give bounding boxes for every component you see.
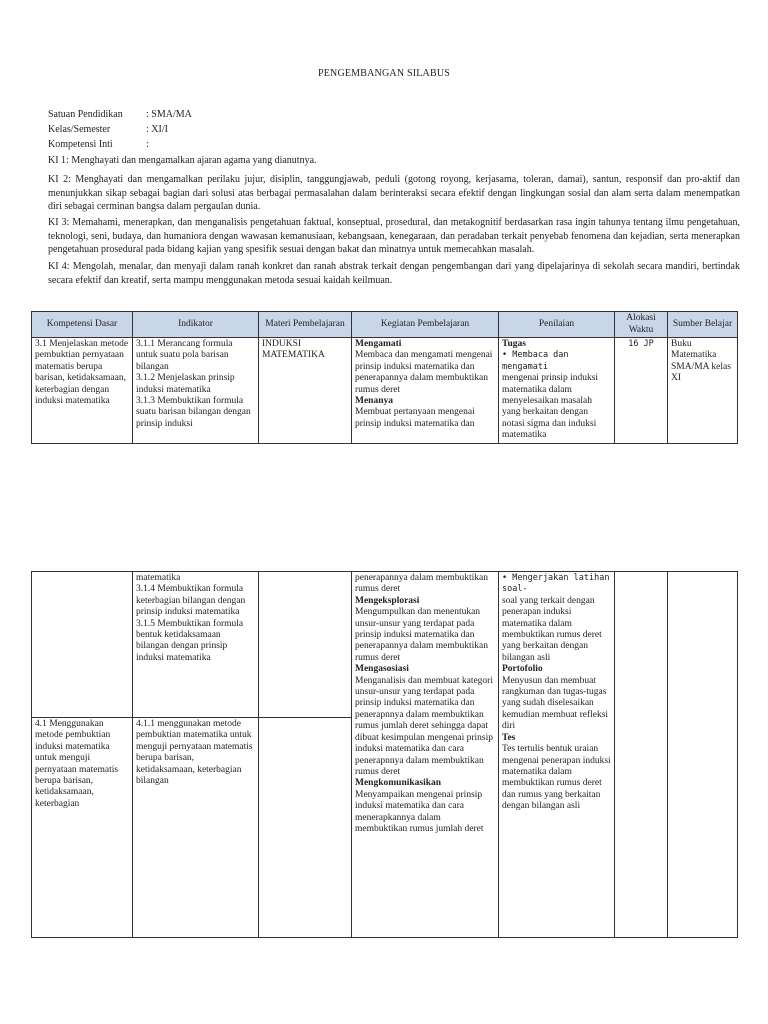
kegiatan-text: Menganalisis dan membuat kategori unsur-unsur yang terdapat pada prinsip induksi matematika dan penerapnnya dalam membuktikan rumus jumlah deret sehingga dapat dibuat kesimpulan mengenai prinsip induksi matematika dan cara penerapnnya dalam membuktikan rumus deret xyxy=(355,675,493,777)
header-kegiatan: Kegiatan Pembelajaran xyxy=(352,312,499,338)
header-sumber: Sumber Belajar xyxy=(668,312,738,338)
table-row xyxy=(32,572,738,718)
identity-label: Kelas/Semester xyxy=(48,124,111,135)
penilaian-text: soal yang terkait dengan penerapan induksi matematika dalam membuktikan rumus deret yang berkaitan dengan bilangan asli xyxy=(502,595,602,663)
header-alokasi: Alokasi Waktu xyxy=(615,312,668,338)
cell-materi xyxy=(259,718,352,938)
penilaian-heading: Tugas xyxy=(502,339,526,349)
cell-materi xyxy=(259,572,352,718)
silabus-table-page1 xyxy=(31,311,738,444)
kegiatan-text: Mengumpulkan dan menentukan unsur-unsur yang terdapat pada prinsip induksi matematika dan penerapannya dalam membuktikan rumus deret xyxy=(355,607,488,663)
kegiatan-text: Menyampaikan mengenai prinsip induksi matematika dan cara menerapkannya dalam membuktikan rumus jumlah deret xyxy=(355,789,484,834)
table-row xyxy=(32,338,738,444)
penilaian-text: Menyusun dan membuat rangkuman dan tugas-tugas yang sudah diselesaikan kemudian membuat refleksi diri xyxy=(502,675,609,732)
penilaian-heading: Tes xyxy=(502,732,516,743)
kegiatan-heading: Mengamati xyxy=(355,339,402,349)
cell-kd: 4.1 Menggunakan metode pembuktian induksi matematika untuk menguji pernyataan matematis berupa barisan, ketidaksamaan, keterbagian xyxy=(32,718,133,938)
identity-value: : XI/I xyxy=(146,124,168,135)
cell-alokasi: 16 JP xyxy=(615,338,668,444)
ki-1: KI 1: Menghayati dan mengamalkan ajaran agama yang dianutnya. xyxy=(48,155,317,166)
ki-3: KI 3: Memahami, menerapkan, dan menganalisis pengetahuan faktual, konseptual, prosedural, dan metakognitif berdasarkan rasa ingin tahunya tentang ilmu pengetahuan, teknologi, seni, budaya, dan humaniora dengan wawasan kemanusiaan, kebangsaan, kenegaraan, dan peradaban terkait penyebab fenomena dan kejadian, serta menerapkan pengetahuan prosedural pada bidang kajian yang spesifik sesuai dengan bakat dan minatnya untuk memecahkan masalah. xyxy=(48,217,740,255)
header-materi: Materi Pembelajaran xyxy=(259,312,352,338)
identity-label: Kompetensi Inti xyxy=(48,139,113,150)
cell-alokasi xyxy=(615,572,668,938)
kegiatan-heading: Mengasosiasi xyxy=(355,664,409,675)
cell-penilaian xyxy=(499,572,615,938)
cell-sumber xyxy=(668,572,738,938)
cell-sumber: Buku Matematika SMA/MA kelas XI xyxy=(668,338,738,444)
identity-kelas xyxy=(48,123,168,137)
penilaian-text: Tes tertulis bentuk uraian mengenai penerapan induksi matematika dalam membuktikan rumus deret dan rumus yang berkaitan dengan bilangan asli xyxy=(502,744,611,812)
kegiatan-text: penerapannya dalam membuktikan rumus deret xyxy=(355,573,488,595)
header-indikator: Indikator xyxy=(133,312,259,338)
header-kompetensi-dasar: Kompetensi Dasar xyxy=(32,312,133,338)
cell-materi: INDUKSI MATEMATIKA xyxy=(259,338,352,444)
cell-kegiatan xyxy=(352,572,499,938)
cell-indikator: 3.1.1 Merancang formula untuk suatu pola barisan bilangan 3.1.2 Menjelaskan prinsip induksi matematika 3.1.3 Membuktikan formula suatu barisan bilangan dengan prinsip induksi xyxy=(133,338,259,444)
penilaian-text: mengenai prinsip induksi matematika dalam menyelesaikan masalah yang berkaitan dengan notasi sigma dan induksi matematika xyxy=(502,373,599,441)
cell-kegiatan xyxy=(352,338,499,444)
ki-4: KI 4: Mengolah, menalar, dan menyaji dalam ranah konkret dan ranah abstrak terkait dengan pengembangan dari yang dipelajarinya di sekolah secara mandiri, bertindak secara efektif dan kreatif, serta mampu menggunakan metoda sesuai kaidah keilmuan. xyxy=(48,261,740,286)
kegiatan-heading: Mengkomunikasikan xyxy=(355,778,442,789)
identity-satuan xyxy=(48,108,192,122)
cell-indikator: matematika 3.1.4 Membuktikan formula keterbagian bilangan dengan prinsip induksi matematika 3.1.5 Membuktikan formula bentuk ketidaksamaan bilangan dengan prinsip induksi matematika xyxy=(133,572,259,718)
cell-kd xyxy=(32,572,133,718)
penilaian-bullet: • Membaca dan mengamati xyxy=(502,350,569,372)
identity-label: Satuan Pendidikan xyxy=(48,109,123,120)
identity-ki xyxy=(48,138,149,152)
penilaian-heading: Portofolio xyxy=(502,664,543,675)
cell-indikator: 4.1.1 menggunakan metode pembuktian matematika untuk menguji pernyataan matematis berupa barisan, ketidaksamaan, keterbagian bilangan xyxy=(133,718,259,938)
kegiatan-heading: Menanya xyxy=(355,396,393,407)
ki-2: KI 2: Menghayati dan mengamalkan perilaku jujur, disiplin, tanggungjawab, peduli (gotong royong, kerjasama, toleran, damai), santun, responsif dan pro-aktif dan menunjukkan sikap sebagai bagian dari solusi atas berbagai permasalahan dalam berinteraksi secara efektif dengan lingkungan sosial dan alam serta dalam menempatkan diri sebagai cerminan bangsa dalam pergaulan dunia. xyxy=(48,174,740,212)
identity-value: : SMA/MA xyxy=(146,109,192,120)
kegiatan-text: Membuat pertanyaan mengenai prinsip induksi matematika dan xyxy=(355,407,475,429)
silabus-table-page2 xyxy=(31,571,738,938)
table-header-row xyxy=(32,312,738,338)
identity-value: : xyxy=(146,139,149,150)
page-title: PENGEMBANGAN SILABUS xyxy=(317,68,451,79)
header-penilaian: Penilaian xyxy=(499,312,615,338)
cell-kd: 3.1 Menjelaskan metode pembuktian pernyataan matematis berupa barisan, ketidaksamaan, keterbagian dengan induksi matematika xyxy=(32,338,133,444)
kegiatan-heading: Mengeksplorasi xyxy=(355,595,420,606)
kegiatan-text: Membaca dan mengamati mengenai prinsip induksi matematika dan penerapannya dalam membuktikan rumus deret xyxy=(355,350,493,395)
penilaian-bullet: • Mengerjakan latihan soal- xyxy=(502,573,610,595)
cell-penilaian xyxy=(499,338,615,444)
